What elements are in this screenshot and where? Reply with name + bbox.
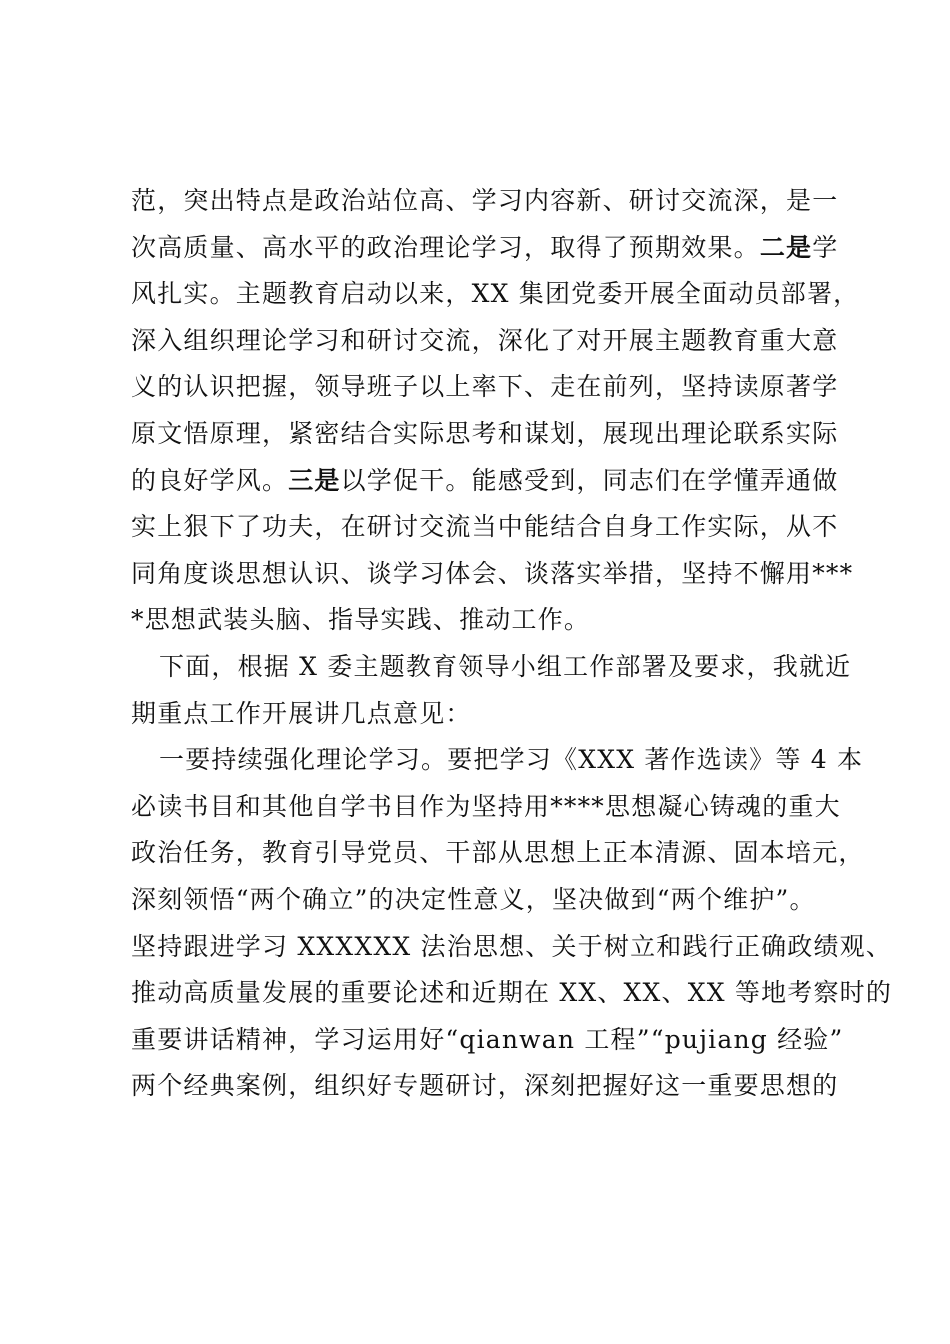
text-run: 同角度谈思想认识、谈学习体会、谈落实举措，坚持不懈用***	[131, 558, 854, 588]
text-line	[131, 225, 851, 272]
text-run: 原文悟原理，紧密结合实际思考和谋划，展现出理论联系实际	[131, 418, 839, 448]
bold-marker: 二是	[759, 232, 813, 262]
text-run: 以学促干。能感受到，同志们在学懂弄通做	[340, 465, 839, 495]
text-line	[131, 318, 851, 365]
text-line	[131, 458, 851, 505]
text-run: 坚持跟进学习 XXXXXX 法治思想、关于树立和践行正确政绩观、	[131, 931, 893, 961]
bold-marker: 三是	[288, 465, 341, 495]
text-run: 下面，根据 X 委主题教育领导小组工作部署及要求，我就近	[159, 651, 852, 681]
text-line	[131, 271, 860, 318]
text-run: 深刻领悟“两个确立”的决定性意义，坚决做到“两个维护”。	[131, 884, 816, 914]
text-line	[131, 178, 851, 225]
text-run: 重要讲话精神，学习运用好“qianwan 工程”“pujiang 经验”	[131, 1024, 844, 1054]
text-run: 两个经典案例，组织好专题研讨，深刻把握好这一重要思想的	[131, 1071, 839, 1101]
text-run: 风扎实。主题教育启动以来，XX 集团党委开展全面动员部署，	[131, 279, 860, 309]
text-run: 一要持续强化理论学习。要把学习《XXX 著作选读》等 4 本	[159, 745, 864, 775]
text-line	[131, 970, 893, 1017]
paragraph-first-line	[131, 737, 864, 784]
text-run: 期重点工作开展讲几点意见：	[131, 698, 472, 728]
text-run: 深入组织理论学习和研讨交流，深化了对开展主题教育重大意	[131, 325, 839, 355]
text-run: 范，突出特点是政治站位高、学习内容新、研讨交流深，是一	[131, 186, 839, 215]
text-run: 推动高质量发展的重要论述和近期在 XX、XX、XX 等地考察时的	[131, 978, 893, 1008]
text-run: 必读书目和其他自学书目作为坚持用****思想凝心铸魂的重大	[131, 791, 841, 821]
text-line	[131, 877, 851, 924]
text-line	[131, 504, 851, 551]
paragraph-first-line	[131, 644, 851, 691]
text-line	[131, 691, 851, 738]
text-line	[131, 364, 851, 411]
text-run: 的良好学风。	[131, 465, 289, 495]
text-run: 次高质量、高水平的政治理论学习，取得了预期效果。	[131, 232, 760, 262]
text-line	[131, 597, 851, 644]
text-run: *思想武装头脑、指导实践、推动工作。	[131, 605, 591, 635]
text-run: 实上狠下了功夫，在研讨交流当中能结合自身工作实际，从不	[131, 512, 839, 542]
text-line	[131, 411, 851, 458]
text-line	[131, 1063, 851, 1110]
text-line	[131, 830, 865, 877]
document-body	[131, 178, 893, 1110]
text-run: 义的认识把握，领导班子以上率下、走在前列，坚持读原著学	[131, 372, 839, 402]
text-line	[131, 924, 893, 971]
text-run: 政治任务，教育引导党员、干部从思想上正本清源、固本培元，	[131, 838, 865, 868]
text-line	[131, 784, 851, 831]
text-line	[131, 551, 854, 598]
text-run: 学	[812, 232, 839, 262]
text-line	[131, 1017, 851, 1064]
